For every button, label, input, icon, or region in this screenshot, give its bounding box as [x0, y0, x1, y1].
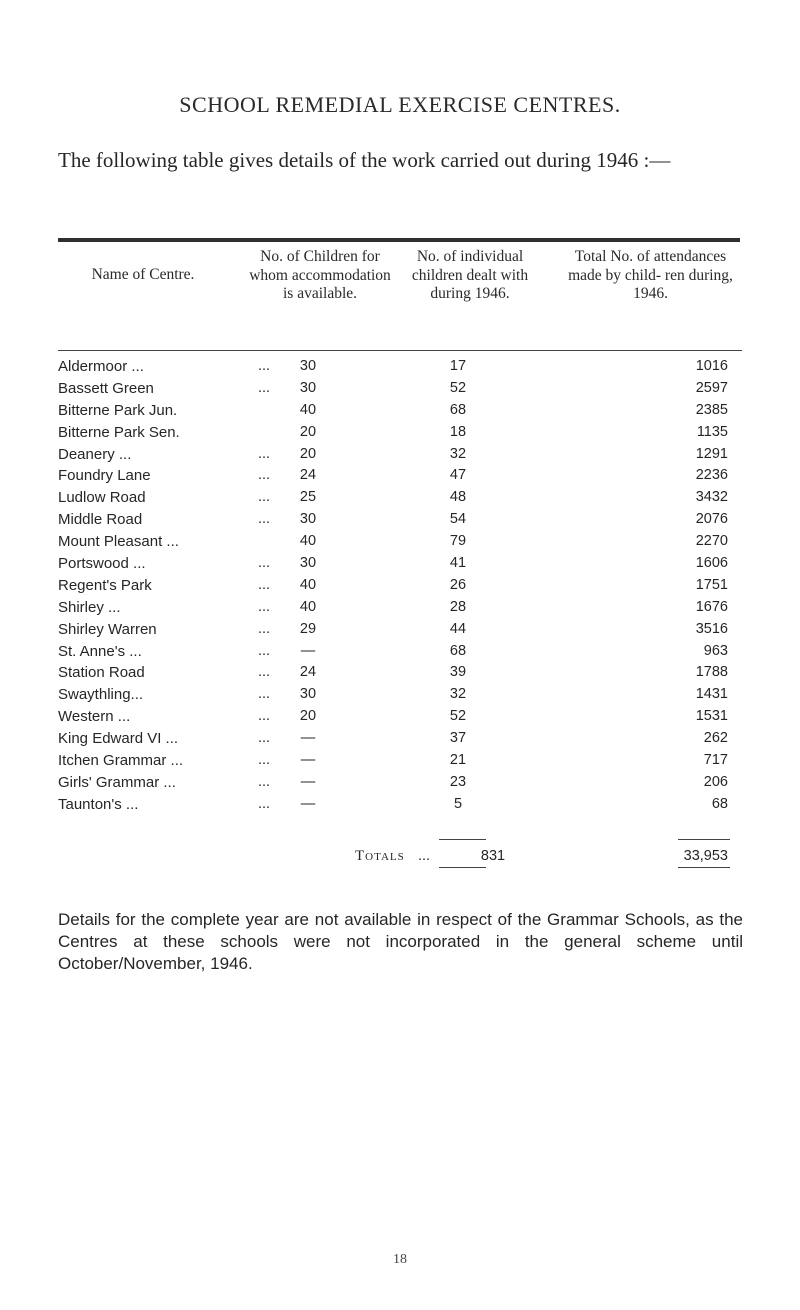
accommodation-value: —	[300, 795, 316, 812]
centre-name: Swaythling...	[58, 686, 144, 704]
centre-name: Itchen Grammar ...	[58, 752, 184, 770]
table-row	[58, 661, 748, 683]
accommodation-value: 40	[299, 598, 317, 615]
leader-dots: ...	[258, 795, 271, 812]
individual-children-value: 52	[449, 708, 467, 725]
individual-children-value: 21	[449, 752, 467, 769]
attendances-value: 3432	[695, 489, 728, 506]
centre-name: Aldermoor ...	[58, 358, 144, 375]
individual-children-value: 68	[449, 401, 467, 418]
leader-dots: ...	[258, 752, 271, 769]
accommodation-value: 30	[299, 379, 317, 396]
centre-name: Station Road	[58, 664, 145, 682]
table-row	[58, 530, 748, 552]
individual-children-value: 18	[449, 423, 467, 440]
attendances-value: 262	[703, 730, 728, 747]
table-top-rule	[58, 238, 740, 242]
accommodation-value: 40	[299, 576, 317, 593]
attendances-value: 963	[703, 642, 728, 659]
header-bottom-rule-right	[470, 350, 742, 351]
table-row	[58, 596, 748, 618]
header-name-of-centre: Name of Centre.	[91, 266, 195, 283]
attendances-value: 1676	[695, 598, 728, 615]
individual-children-value: 52	[449, 379, 467, 396]
individual-children-value: 37	[449, 730, 467, 747]
page-number: 18	[393, 1252, 407, 1267]
leader-dots: ...	[258, 511, 271, 528]
individual-children-value: 44	[449, 620, 467, 637]
totals-rule-top-individual	[439, 839, 486, 840]
individual-children-value: 54	[449, 511, 467, 528]
individual-children-value: 39	[449, 664, 467, 681]
table-row	[58, 749, 748, 771]
totals-row	[58, 848, 748, 868]
centre-name: Taunton's ...	[58, 795, 139, 813]
individual-children-value: 5	[453, 795, 463, 812]
header-bottom-rule-left	[58, 350, 470, 351]
totals-rule-top-attendances	[678, 839, 730, 840]
accommodation-value: 25	[299, 489, 317, 506]
leader-dots: ...	[258, 555, 271, 572]
table-row	[58, 705, 748, 727]
centre-name: Foundry Lane	[58, 467, 151, 485]
totals-rule-bottom-individual	[439, 867, 486, 868]
attendances-value: 2385	[695, 401, 728, 418]
centre-name: Western ...	[58, 708, 131, 726]
attendances-value: 2236	[695, 467, 728, 484]
individual-children-value: 47	[449, 467, 467, 484]
individual-children-value: 48	[449, 489, 467, 506]
leader-dots: ...	[258, 708, 271, 725]
leader-dots: ...	[258, 620, 271, 637]
centre-name: Girls' Grammar ...	[58, 773, 176, 791]
accommodation-value: 24	[299, 664, 317, 681]
accommodation-value: 24	[299, 467, 317, 484]
leader-dots: ...	[258, 642, 271, 659]
individual-children-value: 68	[449, 642, 467, 659]
accommodation-value: 29	[299, 620, 317, 637]
header-accommodation: No. of Children for whom accommodation is available.	[249, 248, 391, 302]
centre-name: Portswood ...	[58, 555, 146, 573]
centre-name: Bitterne Park Sen.	[58, 423, 180, 441]
footnote-paragraph: Details for the complete year are not available in respect of the Grammar Schools, as the Centres at these schools were not incorporated in the general scheme until October/November, 1946.	[58, 910, 743, 973]
centre-name: Mount Pleasant ...	[58, 533, 179, 551]
attendances-value: 2076	[695, 511, 728, 528]
accommodation-value: 20	[299, 708, 317, 725]
individual-children-value: 32	[449, 686, 467, 703]
attendances-value: 1431	[695, 686, 728, 703]
leader-dots: ...	[258, 773, 271, 790]
accommodation-value: 30	[299, 686, 317, 703]
intro-paragraph: The following table gives details of the work carried out during 1946 :—	[58, 148, 671, 172]
individual-children-value: 23	[449, 773, 467, 790]
individual-children-value: 17	[449, 358, 467, 374]
centre-name: King Edward VI ...	[58, 730, 179, 748]
attendances-value: 1016	[695, 358, 728, 374]
table-row	[58, 443, 748, 465]
leader-dots: ...	[258, 379, 271, 396]
centre-name: Regent's Park	[58, 576, 152, 594]
leader-dots: ...	[258, 686, 271, 703]
totals-label: Totals	[355, 848, 405, 864]
attendances-value: 2270	[695, 533, 728, 550]
table-row	[58, 421, 748, 443]
accommodation-value: —	[300, 773, 316, 790]
attendances-value: 1751	[695, 576, 728, 593]
header-total-attendances: Total No. of attendances made by child- ren during, 1946.	[568, 248, 733, 302]
centre-name: Deanery ...	[58, 445, 132, 463]
attendances-value: 1606	[695, 555, 728, 572]
accommodation-value: 40	[299, 401, 317, 418]
accommodation-value: 20	[299, 445, 317, 462]
table-row	[58, 683, 748, 705]
table-row	[58, 793, 748, 815]
attendances-value: 1135	[696, 423, 728, 440]
table-row	[58, 508, 748, 530]
leader-dots: ...	[258, 489, 271, 506]
page-title: SCHOOL REMEDIAL EXERCISE CENTRES.	[179, 92, 621, 117]
individual-children-value: 79	[449, 533, 467, 550]
attendances-value: 1291	[695, 445, 728, 462]
individual-children-value: 41	[449, 555, 467, 572]
leader-dots: ...	[258, 445, 271, 462]
centre-name: St. Anne's ...	[58, 642, 142, 660]
accommodation-value: —	[300, 642, 316, 659]
attendances-value: 3516	[695, 620, 728, 637]
table-row	[58, 771, 748, 793]
individual-children-value: 26	[449, 576, 467, 593]
totals-rule-bottom-attendances	[678, 867, 730, 868]
accommodation-value: —	[300, 730, 316, 747]
table-row	[58, 486, 748, 508]
accommodation-value: 30	[299, 511, 317, 528]
table-row	[58, 355, 748, 377]
totals-individual: 831	[480, 848, 506, 864]
centre-name: Bassett Green	[58, 379, 154, 397]
leader-dots: ...	[258, 576, 271, 593]
table-row	[58, 640, 748, 662]
accommodation-value: 40	[299, 533, 317, 550]
leader-dots: ...	[258, 467, 271, 484]
leader-dots: ...	[258, 730, 271, 747]
individual-children-value: 32	[449, 445, 467, 462]
centre-name: Middle Road	[58, 511, 143, 529]
attendances-value: 206	[703, 773, 728, 790]
leader-dots: ...	[258, 598, 271, 615]
header-individual-children: No. of individual children dealt with during 1946.	[411, 248, 529, 302]
table-row	[58, 464, 748, 486]
totals-leader-dots: ...	[418, 848, 431, 864]
table-body	[58, 355, 748, 815]
centre-name: Shirley ...	[58, 598, 121, 616]
accommodation-value: 30	[299, 555, 317, 572]
table-row	[58, 552, 748, 574]
table-row	[58, 574, 748, 596]
attendances-value: 2597	[695, 379, 728, 396]
centre-name: Ludlow Road	[58, 489, 146, 507]
totals-attendances: 33,953	[683, 848, 728, 864]
attendances-value: 717	[703, 752, 728, 769]
centre-name: Shirley Warren	[58, 620, 157, 638]
attendances-value: 68	[711, 795, 728, 812]
table-row	[58, 399, 748, 421]
attendances-value: 1531	[695, 708, 728, 725]
centre-name: Bitterne Park Jun.	[58, 401, 178, 419]
table-row	[58, 618, 748, 640]
table-row	[58, 377, 748, 399]
leader-dots: ...	[258, 358, 271, 374]
accommodation-value: 30	[299, 358, 317, 374]
leader-dots: ...	[258, 664, 271, 681]
individual-children-value: 28	[449, 598, 467, 615]
accommodation-value: 20	[299, 423, 317, 440]
accommodation-value: —	[300, 752, 316, 769]
attendances-value: 1788	[695, 664, 728, 681]
table-row	[58, 727, 748, 749]
